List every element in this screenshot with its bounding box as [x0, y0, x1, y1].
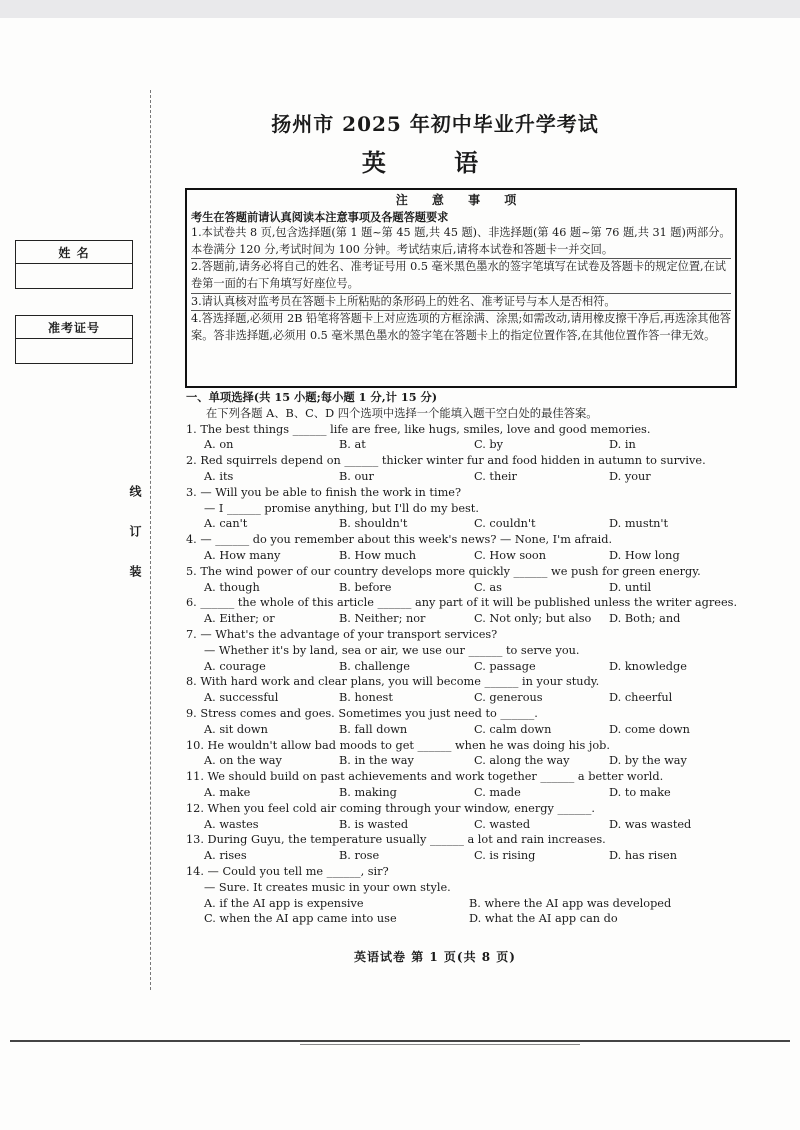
question-item: [186, 769, 746, 801]
answer-option: C. calm down: [474, 722, 552, 736]
answer-option: B. How much: [339, 548, 416, 562]
binding-word-xian: 线: [128, 485, 142, 497]
question-item: [186, 706, 746, 738]
answer-option: A. successful: [204, 691, 279, 705]
answer-option: A. rises: [204, 849, 247, 863]
answer-option: A. How many: [204, 548, 281, 562]
section-heading: 一、单项选择(共 15 小题;每小题 1 分,计 15 分): [186, 390, 438, 404]
question-stem-continued: — I ______ promise anything, but I'll do my best.: [204, 501, 479, 515]
answer-option: A. though: [204, 580, 260, 594]
answer-option: B. making: [339, 785, 397, 799]
answer-option: C. when the AI app came into use: [204, 912, 397, 926]
question-stem-continued: — Sure. It creates music in your own style.: [204, 880, 451, 894]
option-row: [186, 690, 746, 706]
answer-option: D. knowledge: [609, 659, 687, 673]
question-stem: 3. — Will you be able to finish the work in time?: [186, 485, 462, 499]
answer-option: A. its: [204, 469, 234, 483]
answer-option: D. your: [609, 469, 651, 483]
question-stem: 5. The wind power of our country develops more quickly ______ we push for green energy.: [186, 564, 701, 578]
answer-option: C. passage: [474, 659, 536, 673]
question-stem: 6. ______ the whole of this article ______ any part of it will be published unless the writer agrees.: [186, 596, 738, 610]
question-item: [186, 564, 746, 596]
answer-option: D. mustn't: [609, 517, 669, 531]
answer-option: B. at: [339, 438, 366, 452]
exam-id-box: [15, 315, 133, 364]
option-row: [186, 722, 746, 738]
answer-option: A. can't: [204, 517, 248, 531]
section-instruction: 在下列各题 A、B、C、D 四个选项中选择一个能填入题干空白处的最佳答案。: [206, 406, 598, 420]
answer-option: A. courage: [204, 659, 266, 673]
answer-option: D. come down: [609, 722, 690, 736]
question-item: [186, 832, 746, 864]
notice-item: 3.请认真核对监考员在答题卡上所粘贴的条形码上的姓名、准考证号与本人是否相符。: [191, 293, 731, 311]
answer-option: D. to make: [609, 785, 671, 799]
notice-item: 1.本试卷共 8 页,包含选择题(第 1 题~第 45 题,共 45 题)、非选择题(第 46 题~第 76 题,共 31 题)两部分。本卷满分 120 分,考试时间为 100 分钟。考试结束后,请将本试卷和答题卡一并交回。: [191, 226, 731, 256]
answer-option: C. couldn't: [474, 517, 536, 531]
answer-option: A. if the AI app is expensive: [204, 896, 364, 910]
binding-word-ding: 订: [128, 525, 142, 537]
question-item: [186, 674, 746, 706]
answer-option: B. challenge: [339, 659, 410, 673]
question-stem: 8. With hard work and clear plans, you will become ______ in your study.: [186, 675, 600, 689]
bottom-divider: [10, 1040, 790, 1042]
answer-option: A. on: [204, 438, 234, 452]
answer-option: D. by the way: [609, 754, 687, 768]
question-stem: 14. — Could you tell me ______, sir?: [186, 864, 389, 878]
question-stem: 2. Red squirrels depend on ______ thicker winter fur and food hidden in autumn to survive.: [186, 454, 706, 468]
notice-subheading: 考生在答题前请认真阅读本注意事项及各题答题要求: [191, 209, 449, 224]
answer-option: A. sit down: [204, 722, 268, 736]
answer-option: D. was wasted: [609, 817, 692, 831]
question-stem: 7. — What's the advantage of your transport services?: [186, 627, 498, 641]
answer-option: B. shouldn't: [339, 517, 408, 531]
option-row: [186, 848, 746, 864]
answer-option: D. has risen: [609, 849, 678, 863]
option-row: [186, 548, 746, 564]
answer-option: A. Either; or: [204, 612, 275, 626]
answer-option: C. made: [474, 785, 521, 799]
answer-option: D. cheerful: [609, 691, 673, 705]
page-footer: 英语试卷 第 1 页(共 8 页): [354, 950, 516, 964]
option-row: [186, 785, 746, 801]
answer-option: C. as: [474, 580, 502, 594]
question-stem: 11. We should build on past achievements and work together ______ a better world.: [186, 770, 664, 784]
answer-option: B. before: [339, 580, 392, 594]
exam-title: 扬州市 2025 年初中毕业升学考试: [271, 112, 599, 136]
option-row: [186, 580, 746, 596]
top-bar: [0, 0, 800, 18]
notice-item: 4.答选择题,必须用 2B 铅笔将答题卡上对应选项的方框涂满、涂黑;如需改动,请用橡皮擦干净后,再选涂其他答案。答非选择题,必须用 0.5 毫米黑色墨水的签字笔在答题卡上的指定位置作答,在其他位置作答一律无效。: [191, 310, 731, 344]
answer-option: B. Neither; nor: [339, 612, 426, 626]
option-row: [186, 753, 746, 769]
answer-option: B. honest: [339, 691, 393, 705]
answer-option: B. in the way: [339, 754, 414, 768]
name-label: 姓 名: [16, 241, 132, 264]
question-stem: 1. The best things ______ life are free, like hugs, smiles, love and good memories.: [186, 422, 651, 436]
question-item: [186, 738, 746, 770]
answer-option: A. on the way: [204, 754, 282, 768]
answer-option: D. what the AI app can do: [469, 912, 618, 926]
option-row: [186, 516, 746, 532]
notice-box: [185, 188, 737, 388]
answer-option: C. wasted: [474, 817, 531, 831]
answer-option: D. until: [609, 580, 652, 594]
question-stem: 13. During Guyu, the temperature usually ______ a lot and rain increases.: [186, 833, 606, 847]
answer-option: C. by: [474, 438, 504, 452]
question-item: [186, 801, 746, 833]
question-item: [186, 422, 746, 454]
notice-heading: 注 意 事 项: [395, 193, 527, 207]
question-list: [186, 422, 746, 928]
question-item: [186, 453, 746, 485]
question-item: [186, 627, 746, 674]
answer-option: B. where the AI app was developed: [469, 896, 672, 910]
answer-option: A. make: [204, 785, 251, 799]
answer-option: C. is rising: [474, 849, 536, 863]
question-item: [186, 864, 746, 927]
option-row: [186, 437, 746, 453]
bottom-divider-secondary: [300, 1044, 580, 1045]
answer-option: C. Not only; but also: [474, 612, 592, 626]
question-item: [186, 485, 746, 532]
answer-option: B. our: [339, 469, 374, 483]
exam-id-label: 准考证号: [16, 316, 132, 339]
question-stem: 4. — ______ do you remember about this week's news? — None, I'm afraid.: [186, 533, 613, 547]
answer-option: D. in: [609, 438, 636, 452]
answer-option: A. wastes: [204, 817, 259, 831]
option-row: [186, 911, 746, 927]
answer-option: B. fall down: [339, 722, 408, 736]
question-item: [186, 532, 746, 564]
name-box: [15, 240, 133, 289]
answer-option: C. generous: [474, 691, 543, 705]
option-row: [186, 659, 746, 675]
option-row: [186, 611, 746, 627]
question-stem: 12. When you feel cold air coming through your window, energy ______.: [186, 801, 595, 815]
answer-option: D. How long: [609, 548, 680, 562]
answer-option: B. is wasted: [339, 817, 409, 831]
question-item: [186, 595, 746, 627]
question-section: [186, 390, 746, 927]
option-row: [186, 896, 746, 912]
answer-option: C. along the way: [474, 754, 570, 768]
exam-id-field[interactable]: [16, 339, 132, 363]
question-stem: 9. Stress comes and goes. Sometimes you just need to ______.: [186, 706, 538, 720]
subject-title: 英 语: [361, 148, 509, 177]
binding-word-zhuang: 装: [128, 565, 142, 577]
option-row: [186, 469, 746, 485]
notice-item: 2.答题前,请务必将自己的姓名、准考证号用 0.5 毫米黑色墨水的签字笔填写在试卷及答题卡的规定位置,在试卷第一面的右下角填写好座位号。: [191, 258, 731, 292]
answer-option: C. their: [474, 469, 517, 483]
question-stem: 10. He wouldn't allow bad moods to get ______ when he was doing his job.: [186, 738, 610, 752]
answer-option: B. rose: [339, 849, 380, 863]
question-stem-continued: — Whether it's by land, sea or air, we use our ______ to serve you.: [204, 643, 580, 657]
answer-option: D. Both; and: [609, 612, 681, 626]
option-row: [186, 817, 746, 833]
binding-line: [150, 90, 151, 990]
answer-option: C. How soon: [474, 548, 547, 562]
name-field[interactable]: [16, 264, 132, 288]
